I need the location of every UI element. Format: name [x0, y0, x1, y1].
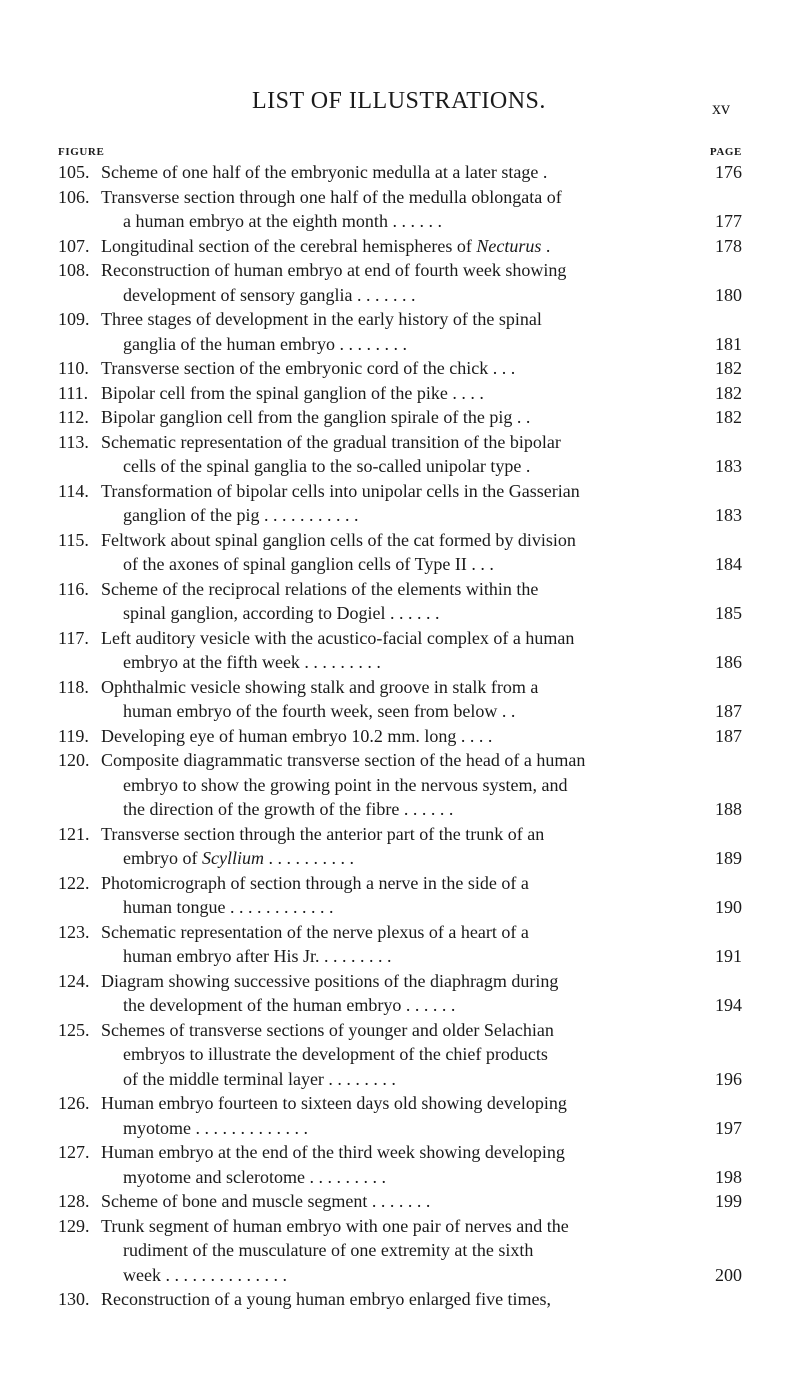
caption-line: Developing eye of human embryo 10.2 mm. long . . . . — [101, 725, 493, 746]
list-item — [58, 577, 742, 626]
figure-number: 118. — [58, 676, 89, 697]
list-item — [58, 1189, 742, 1214]
caption-line: Bipolar ganglion cell from the ganglion spirale of the pig . . — [101, 407, 531, 427]
page-reference: 198 — [715, 1166, 742, 1187]
figure-number: 122. — [58, 872, 90, 893]
caption-line: spinal ganglion, according to Dogiel . . . . . . — [123, 603, 440, 623]
figure-caption — [58, 528, 742, 577]
caption-line: Transformation of bipolar cells into unipolar cells in the Gasserian — [101, 480, 580, 501]
caption-line: Three stages of development in the early history of the spinal — [101, 309, 542, 329]
page-column-heading: PAGE — [709, 146, 742, 158]
list-item — [58, 307, 742, 356]
caption-line: Reconstruction of a young human embryo enlarged five times, — [101, 1289, 552, 1309]
figure-caption — [58, 1189, 742, 1214]
figure-number: 125. — [58, 1019, 90, 1040]
page-reference: 187 — [715, 725, 742, 746]
illustration-list — [58, 160, 742, 1312]
figure-caption — [58, 871, 742, 920]
figure-number: 123. — [58, 921, 90, 942]
figure-column-heading: FIGURE — [58, 146, 105, 158]
caption-line: Feltwork about spinal ganglion cells of the cat formed by division — [101, 529, 576, 550]
page-reference: 177 — [715, 211, 742, 231]
caption-line: ganglia of the human embryo . . . . . . . . — [123, 333, 407, 354]
caption-line: of the middle terminal layer . . . . . . . . — [123, 1068, 396, 1089]
caption-line: the development of the human embryo . . . . . . — [123, 995, 456, 1015]
page-reference: 191 — [715, 946, 742, 966]
figure-caption — [58, 307, 742, 356]
figure-number: 120. — [58, 750, 90, 770]
figure-caption — [58, 626, 742, 675]
figure-caption — [58, 430, 742, 479]
figure-caption — [58, 381, 742, 406]
figure-caption — [58, 479, 742, 528]
figure-number: 107. — [58, 235, 90, 256]
caption-line: Composite diagrammatic transverse section of the head of a human — [101, 750, 586, 770]
figure-number: 128. — [58, 1191, 90, 1211]
caption-line: ganglion of the pig . . . . . . . . . . . — [123, 505, 359, 525]
running-title: LIST OF ILLUSTRATIONS. — [252, 88, 546, 114]
caption-line: Scheme of the reciprocal relations of the elements within the — [101, 578, 539, 599]
figure-caption — [58, 1140, 742, 1189]
figure-caption — [58, 920, 742, 969]
figure-number: 129. — [58, 1215, 90, 1236]
caption-line: development of sensory ganglia . . . . . . . — [123, 284, 416, 305]
list-item — [58, 185, 742, 234]
caption-line: cells of the spinal ganglia to the so-called unipolar type . — [123, 456, 531, 476]
figure-number: 116. — [58, 578, 89, 599]
figure-caption — [58, 1287, 742, 1312]
list-item — [58, 430, 742, 479]
page-reference: 196 — [715, 1068, 742, 1089]
figure-caption — [58, 185, 742, 234]
list-item — [58, 479, 742, 528]
page-reference: 182 — [715, 358, 742, 378]
page-reference: 200 — [715, 1264, 742, 1285]
page-reference: 186 — [715, 652, 742, 672]
page-reference: 199 — [715, 1191, 742, 1211]
figure-caption — [58, 822, 742, 871]
figure-number: 113. — [58, 431, 89, 452]
figure-number: 126. — [58, 1093, 90, 1113]
page-header — [0, 88, 800, 128]
list-item — [58, 822, 742, 871]
page-reference: 184 — [715, 554, 742, 574]
page-reference: 178 — [715, 235, 742, 256]
list-item — [58, 1091, 742, 1140]
figure-number: 124. — [58, 970, 90, 991]
figure-caption — [58, 160, 742, 185]
list-item — [58, 528, 742, 577]
caption-line: of the axones of spinal ganglion cells of Type II . . . — [123, 554, 494, 574]
page-reference: 185 — [715, 603, 742, 623]
figure-number: 108. — [58, 260, 90, 280]
caption-line: Ophthalmic vesicle showing stalk and groove in stalk from a — [101, 676, 539, 697]
list-item — [58, 724, 742, 749]
figure-caption — [58, 724, 742, 749]
page-number: xv — [712, 98, 730, 118]
caption-line: Left auditory vesicle with the acustico-facial complex of a human — [101, 627, 575, 648]
figure-number: 130. — [58, 1289, 90, 1309]
figure-caption — [58, 1214, 742, 1288]
caption-line: Schematic representation of the nerve plexus of a heart of a — [101, 921, 529, 942]
caption-line: embryos to illustrate the development of the chief products — [123, 1044, 548, 1064]
caption-line: Transverse section of the embryonic cord of the chick . . . — [101, 358, 516, 378]
caption-line: Diagram showing successive positions of the diaphragm during — [101, 970, 559, 991]
figure-caption — [58, 748, 742, 822]
caption-line: Trunk segment of human embryo with one pair of nerves and the — [101, 1215, 569, 1236]
figure-caption — [58, 356, 742, 381]
list-item — [58, 234, 742, 259]
caption-line: embryo to show the growing point in the nervous system, and — [123, 774, 568, 795]
figure-number: 127. — [58, 1142, 90, 1162]
list-item — [58, 160, 742, 185]
caption-line: myotome and sclerotome . . . . . . . . . — [123, 1166, 386, 1187]
figure-caption — [58, 405, 742, 430]
page-reference: 197 — [715, 1117, 742, 1138]
list-item — [58, 258, 742, 307]
figure-caption — [58, 234, 742, 259]
caption-line: Scheme of bone and muscle segment . . . . . . . — [101, 1191, 431, 1211]
caption-line: a human embryo at the eighth month . . . . . . — [123, 211, 442, 231]
caption-line: Schematic representation of the gradual transition of the bipolar — [101, 431, 561, 452]
caption-line: human embryo of the fourth week, seen from below . . — [123, 701, 516, 721]
page-reference: 183 — [715, 456, 742, 476]
list-item — [58, 969, 742, 1018]
page-reference: 188 — [715, 799, 742, 819]
page-reference: 189 — [715, 848, 742, 868]
page-reference: 182 — [715, 382, 742, 403]
figure-number: 119. — [58, 725, 89, 746]
page-reference: 190 — [715, 897, 742, 917]
list-item — [58, 356, 742, 381]
caption-line: Human embryo at the end of the third week showing developing — [101, 1142, 565, 1162]
caption-line: Longitudinal section of the cerebral hemispheres of Necturus . — [101, 235, 551, 256]
figure-number: 111. — [58, 382, 89, 403]
caption-line: embryo of Scyllium . . . . . . . . . . — [123, 848, 354, 868]
figure-number: 117. — [58, 627, 89, 648]
list-item — [58, 871, 742, 920]
page-reference: 183 — [715, 505, 742, 525]
caption-line: myotome . . . . . . . . . . . . . — [123, 1117, 308, 1138]
caption-line: the direction of the growth of the fibre . . . . . . — [123, 799, 454, 819]
figure-number: 105. — [58, 162, 90, 182]
caption-line: embryo at the fifth week . . . . . . . . . — [123, 652, 381, 672]
caption-line: Scheme of one half of the embryonic medulla at a later stage . — [101, 162, 548, 182]
list-item — [58, 920, 742, 969]
caption-line: Schemes of transverse sections of younger and older Selachian — [101, 1019, 554, 1040]
list-item — [58, 1214, 742, 1288]
figure-number: 121. — [58, 823, 90, 844]
page-reference: 194 — [715, 995, 742, 1015]
page-reference: 182 — [715, 407, 742, 427]
list-item — [58, 1287, 742, 1312]
list-item — [58, 1140, 742, 1189]
figure-number: 106. — [58, 186, 90, 207]
figure-number: 114. — [58, 480, 89, 501]
list-item — [58, 675, 742, 724]
figure-caption — [58, 675, 742, 724]
list-item — [58, 626, 742, 675]
figure-caption — [58, 1018, 742, 1092]
caption-line: Bipolar cell from the spinal ganglion of the pike . . . . — [101, 382, 484, 403]
list-item — [58, 381, 742, 406]
page-reference: 187 — [715, 701, 742, 721]
figure-number: 110. — [58, 358, 89, 378]
page-reference: 176 — [715, 162, 742, 182]
caption-line: Reconstruction of human embryo at end of fourth week showing — [101, 260, 567, 280]
caption-line: human tongue . . . . . . . . . . . . — [123, 897, 334, 917]
page-reference: 180 — [715, 284, 742, 305]
caption-line: Transverse section through the anterior part of the trunk of an — [101, 823, 545, 844]
list-item — [58, 748, 742, 822]
list-item — [58, 405, 742, 430]
figure-caption — [58, 577, 742, 626]
caption-line: human embryo after His Jr. . . . . . . . . — [123, 946, 392, 966]
caption-line: Human embryo fourteen to sixteen days old showing developing — [101, 1093, 567, 1113]
figure-number: 115. — [58, 529, 89, 550]
caption-line: week . . . . . . . . . . . . . . — [123, 1264, 287, 1285]
caption-line: Photomicrograph of section through a nerve in the side of a — [101, 872, 529, 893]
page-reference: 181 — [715, 333, 742, 354]
figure-caption — [58, 969, 742, 1018]
figure-number: 112. — [58, 407, 89, 427]
list-item — [58, 1018, 742, 1092]
caption-line: rudiment of the musculature of one extremity at the sixth — [123, 1240, 534, 1260]
figure-caption — [58, 258, 742, 307]
figure-caption — [58, 1091, 742, 1140]
caption-line: Transverse section through one half of the medulla oblongata of — [101, 186, 562, 207]
figure-number: 109. — [58, 309, 90, 329]
